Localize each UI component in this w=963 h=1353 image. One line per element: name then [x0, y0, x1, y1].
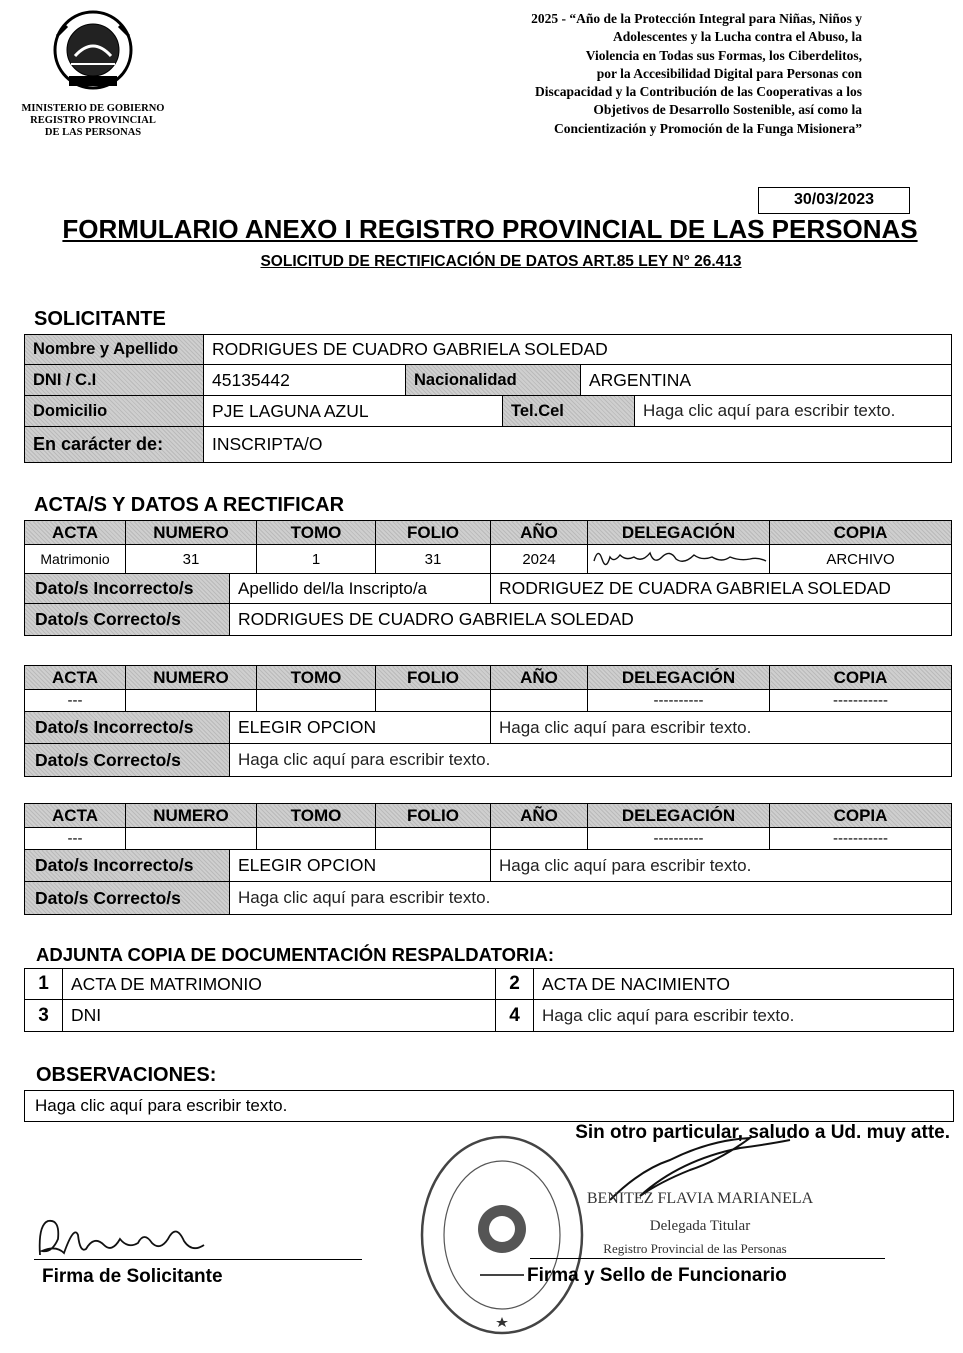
motto-line: Objetivos de Desarrollo Sostenible, así como la	[593, 102, 862, 118]
tomo-field[interactable]	[257, 690, 376, 712]
solicitante-table	[24, 334, 952, 463]
section-solicitante-title: SOLICITANTE	[34, 308, 166, 330]
col-acta: ACTA	[25, 804, 126, 828]
adjunta-num: 1	[25, 969, 63, 1000]
tomo-field[interactable]: 1	[257, 545, 376, 574]
anio-field[interactable]	[491, 828, 588, 850]
incorrect-value-field[interactable]: RODRIGUEZ DE CUADRA GABRIELA SOLEDAD	[491, 574, 952, 604]
delegacion-field[interactable]	[588, 545, 770, 574]
col-tomo: TOMO	[257, 521, 376, 545]
col-copia: COPIA	[770, 804, 952, 828]
delegacion-field[interactable]: ----------	[588, 690, 770, 712]
adjunta-item-1[interactable]: ACTA DE MATRIMONIO	[63, 969, 496, 1000]
col-copia: COPIA	[770, 521, 952, 545]
incorrect-label: Dato/s Incorrecto/s	[25, 850, 230, 882]
col-folio: FOLIO	[376, 666, 491, 690]
anio-field[interactable]	[491, 690, 588, 712]
section-actas-title: ACTA/S Y DATOS A RECTIFICAR	[34, 494, 345, 516]
col-numero: NUMERO	[126, 521, 257, 545]
ministry-line-1: MINISTERIO DE GOBIERNO	[21, 103, 165, 114]
copia-field[interactable]: ARCHIVO	[770, 545, 952, 574]
acta-block-1	[24, 520, 952, 636]
col-tomo: TOMO	[257, 804, 376, 828]
caracter-field[interactable]: INSCRIPTA/O	[204, 427, 952, 463]
caracter-label: En carácter de:	[25, 427, 204, 463]
official-role: Delegada Titular	[649, 1218, 751, 1234]
anio-field[interactable]: 2024	[491, 545, 588, 574]
correct-value-field[interactable]: Haga clic aquí para escribir texto.	[230, 744, 952, 777]
adjunta-item-3[interactable]: DNI	[63, 1000, 496, 1032]
signature-line	[530, 1258, 885, 1259]
ministry-block	[4, 6, 182, 139]
adjunta-item-4[interactable]: Haga clic aquí para escribir texto.	[534, 1000, 954, 1032]
official-name: BENITEZ FLAVIA MARIANELA	[586, 1190, 814, 1207]
motto-line: Discapacidad y la Contribución de las Cooperativas a los	[534, 84, 862, 100]
incorrect-field-select[interactable]: ELEGIR OPCION	[230, 850, 491, 882]
dni-label: DNI / C.I	[25, 365, 204, 396]
motto-line: Violencia en Todas sus Formas, los Ciberdelitos,	[585, 47, 862, 63]
nacionalidad-label: Nacionalidad	[406, 365, 581, 396]
col-anio: AÑO	[491, 804, 588, 828]
round-stamp-icon	[410, 1125, 595, 1345]
nombre-field[interactable]: RODRIGUES DE CUADRO GABRIELA SOLEDAD	[204, 335, 952, 365]
official-signature-label: Firma y Sello de Funcionario	[527, 1265, 787, 1286]
correct-label: Dato/s Correcto/s	[25, 744, 230, 777]
col-acta: ACTA	[25, 521, 126, 545]
acta-block-2	[24, 665, 952, 777]
correct-label: Dato/s Correcto/s	[25, 604, 230, 636]
motto-line: 2025 - “Año de la Protección Integral para Niñas, Niños y	[531, 11, 862, 26]
form-subtitle: SOLICITUD DE RECTIFICACIÓN DE DATOS ART.85 LEY N° 26.413	[260, 253, 742, 270]
copia-field[interactable]: -----------	[770, 690, 952, 712]
incorrect-field-select[interactable]: ELEGIR OPCION	[230, 712, 491, 744]
dni-field[interactable]: 45135442	[204, 365, 406, 396]
applicant-signature-icon	[34, 1215, 224, 1265]
adjunta-item-2[interactable]: ACTA DE NACIMIENTO	[534, 969, 954, 1000]
col-tomo: TOMO	[257, 666, 376, 690]
col-anio: AÑO	[491, 521, 588, 545]
delegacion-field[interactable]: ----------	[588, 828, 770, 850]
col-folio: FOLIO	[376, 804, 491, 828]
ministry-line-2: REGISTRO PROVINCIAL	[30, 115, 156, 126]
col-acta: ACTA	[25, 666, 126, 690]
correct-value-field[interactable]: RODRIGUES DE CUADRO GABRIELA SOLEDAD	[230, 604, 952, 636]
province-seal-icon	[47, 6, 139, 98]
incorrect-value-field[interactable]: Haga clic aquí para escribir texto.	[491, 712, 952, 744]
nacionalidad-field[interactable]: ARGENTINA	[581, 365, 952, 396]
telcel-label: Tel.Cel	[503, 396, 635, 427]
motto-line: por la Accesibilidad Digital para Personas con	[596, 65, 862, 81]
section-observaciones-title: OBSERVACIONES:	[36, 1064, 217, 1086]
official-office: Registro Provincial de las Personas	[603, 1241, 787, 1256]
copia-field[interactable]: -----------	[770, 828, 952, 850]
incorrect-label: Dato/s Incorrecto/s	[25, 712, 230, 744]
numero-field[interactable]	[126, 828, 257, 850]
folio-field[interactable]	[376, 828, 491, 850]
adjunta-num: 2	[496, 969, 534, 1000]
acta-block-3	[24, 803, 952, 915]
delegacion-handwriting-icon	[590, 545, 770, 569]
incorrect-field-select[interactable]: Apellido del/la Inscripto/a	[230, 574, 491, 604]
year-motto	[390, 10, 862, 138]
form-title: FORMULARIO ANEXO I REGISTRO PROVINCIAL DE LAS PERSONAS	[62, 214, 918, 244]
section-adjunta-title: ADJUNTA COPIA DE DOCUMENTACIÓN RESPALDATORIA:	[36, 944, 554, 965]
incorrect-label: Dato/s Incorrecto/s	[25, 574, 230, 604]
col-numero: NUMERO	[126, 804, 257, 828]
col-anio: AÑO	[491, 666, 588, 690]
ministry-line-3: DE LAS PERSONAS	[44, 127, 142, 138]
observaciones-field[interactable]: Haga clic aquí para escribir texto.	[24, 1090, 954, 1122]
domicilio-label: Domicilio	[25, 396, 204, 427]
adjunta-num: 3	[25, 1000, 63, 1032]
numero-field[interactable]: 31	[126, 545, 257, 574]
adjunta-table	[24, 968, 954, 1032]
acta-type-field[interactable]: Matrimonio	[25, 545, 126, 574]
col-folio: FOLIO	[376, 521, 491, 545]
tomo-field[interactable]	[257, 828, 376, 850]
motto-line: Adolescentes y la Lucha contra el Abuso, la	[612, 29, 862, 45]
applicant-signature-label: Firma de Solicitante	[42, 1266, 223, 1287]
closing-text: Sin otro particular, saludo a Ud. muy atte.	[575, 1122, 950, 1143]
adjunta-num: 4	[496, 1000, 534, 1032]
incorrect-value-field[interactable]: Haga clic aquí para escribir texto.	[491, 850, 952, 882]
correct-value-field[interactable]: Haga clic aquí para escribir texto.	[230, 882, 952, 915]
col-delegacion: DELEGACIÓN	[588, 666, 770, 690]
col-delegacion: DELEGACIÓN	[588, 804, 770, 828]
col-numero: NUMERO	[126, 666, 257, 690]
col-copia: COPIA	[770, 666, 952, 690]
col-delegacion: DELEGACIÓN	[588, 521, 770, 545]
folio-field[interactable]	[376, 690, 491, 712]
folio-field[interactable]: 31	[376, 545, 491, 574]
domicilio-field[interactable]: PJE LAGUNA AZUL	[204, 396, 503, 427]
date-field[interactable]: 30/03/2023	[758, 187, 910, 214]
motto-line: Concientización y Promoción de la Funga Misionera”	[554, 120, 862, 136]
acta-type-field[interactable]: ---	[25, 828, 126, 850]
correct-label: Dato/s Correcto/s	[25, 882, 230, 915]
telcel-field[interactable]: Haga clic aquí para escribir texto.	[635, 396, 952, 427]
numero-field[interactable]	[126, 690, 257, 712]
acta-type-field[interactable]: ---	[25, 690, 126, 712]
nombre-label: Nombre y Apellido	[25, 335, 204, 365]
signature-line	[34, 1259, 362, 1260]
